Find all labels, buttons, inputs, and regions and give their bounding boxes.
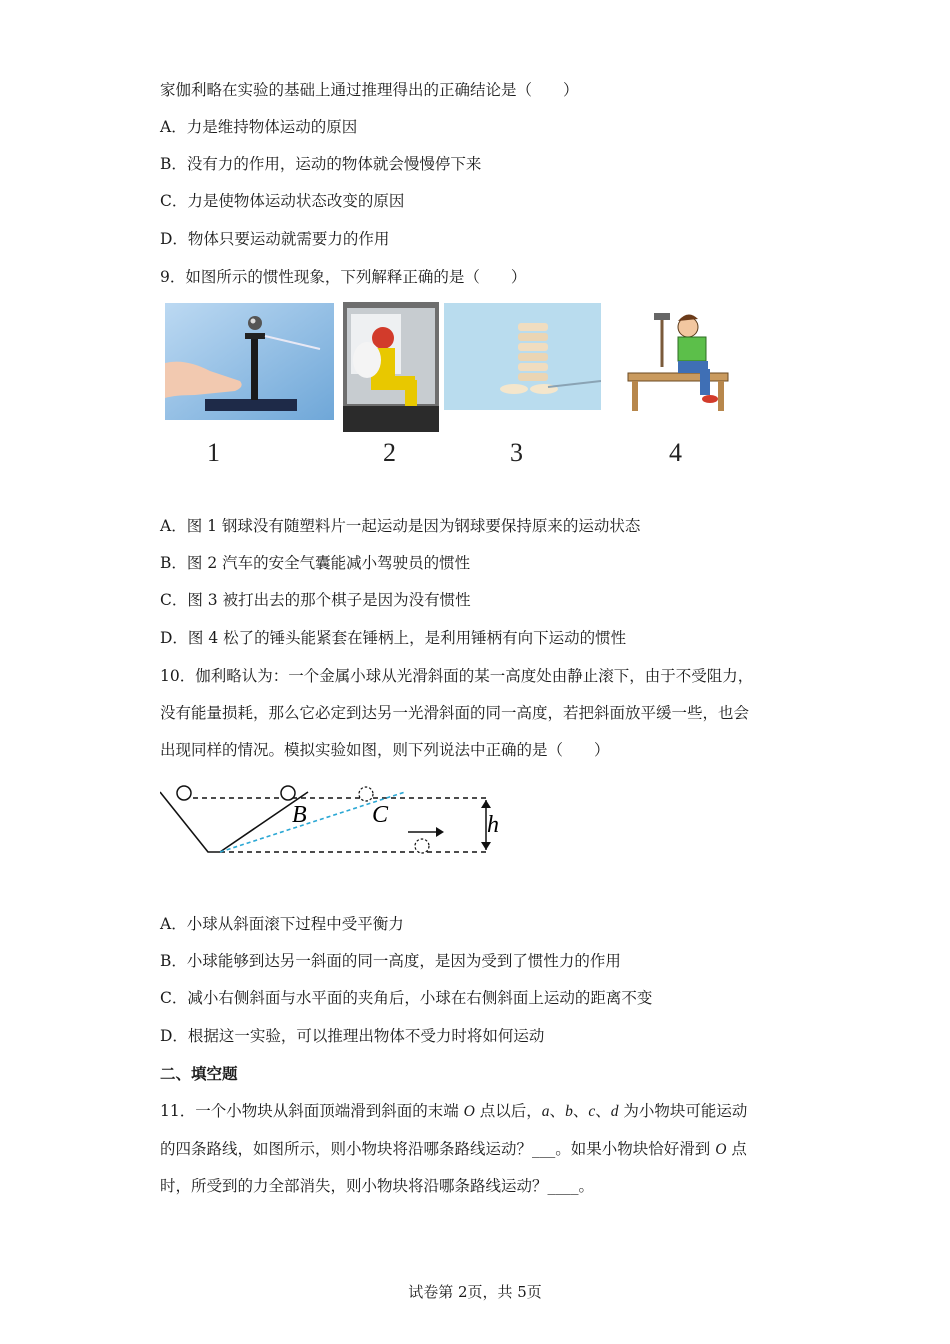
q10-stem-line-1: 10．伽利略认为：一个金属小球从光滑斜面的某一高度处由静止滚下，由于不受阻力， xyxy=(160,667,754,685)
q9-figure-2-airbag-car xyxy=(343,302,439,432)
q8-option-d: D．物体只要运动就需要力的作用 xyxy=(160,230,390,248)
q10-label-h: h xyxy=(487,812,499,838)
q9-stem: 9．如图所示的惯性现象，下列解释正确的是（ ） xyxy=(160,268,527,286)
q9-figure-3-checker-stack xyxy=(444,303,601,410)
q9-option-b: B．图 2 汽车的安全气囊能减小驾驶员的惯性 xyxy=(160,554,471,572)
q8-stem-end: 家伽利略在实验的基础上通过推理得出的正确结论是（ ） xyxy=(160,81,579,99)
q10-option-d: D．根据这一实验，可以推理出物体不受力时将如何运动 xyxy=(160,1027,545,1045)
q11-line-1: 11．一个小物块从斜面顶端滑到斜面的末端 O 点以后，a、b、c、d 为小物块可能运动 xyxy=(160,1102,748,1120)
q10-incline-diagram xyxy=(160,780,510,860)
q9-option-a: A．图 1 钢球没有随塑料片一起运动是因为钢球要保持原来的运动状态 xyxy=(160,517,641,535)
q9-figure-3-label: 3 xyxy=(510,438,523,467)
q11-line-2: 的四条路线，如图所示，则小物块将沿哪条路线运动？___。如果小物块恰好滑到 O 点 xyxy=(160,1140,747,1158)
q8-option-b: B．没有力的作用，运动的物体就会慢慢停下来 xyxy=(160,155,482,173)
q10-option-b: B．小球能够到达另一斜面的同一高度，是因为受到了惯性力的作用 xyxy=(160,952,621,970)
q10-label-b: B xyxy=(292,802,307,828)
q10-stem-line-2: 没有能量损耗，那么它必定到达另一光滑斜面的同一高度，若把斜面放平缓一些，也会 xyxy=(160,704,750,722)
q10-label-c: C xyxy=(372,802,389,828)
q11-blank-2[interactable]: ____ xyxy=(547,1177,579,1195)
section-title-fill-blank: 二、填空题 xyxy=(160,1064,238,1083)
q11-blank-1[interactable]: ___ xyxy=(532,1140,556,1158)
q8-option-c: C．力是使物体运动状态改变的原因 xyxy=(160,192,405,210)
q9-figure-2-label: 2 xyxy=(383,438,396,467)
q9-figure-1-label: 1 xyxy=(207,438,220,467)
q9-figure-4-label: 4 xyxy=(669,438,682,467)
q10-option-c: C．减小右侧斜面与水平面的夹角后，小球在右侧斜面上运动的距离不变 xyxy=(160,989,653,1007)
q9-figure-4-hammer-man xyxy=(622,305,737,413)
q11-line-3: 时，所受到的力全部消失，则小物块将沿哪条路线运动？____。 xyxy=(160,1177,595,1195)
q9-option-c: C．图 3 被打出去的那个棋子是因为没有惯性 xyxy=(160,591,471,609)
q9-figure-1-ball-stand xyxy=(165,303,334,420)
q9-option-d: D．图 4 松了的锤头能紧套在锤柄上，是利用锤柄有向下运动的惯性 xyxy=(160,629,627,647)
page-footer: 试卷第 2页，共 5页 xyxy=(408,1283,542,1301)
q10-option-a: A．小球从斜面滚下过程中受平衡力 xyxy=(160,915,404,933)
q10-stem-line-3: 出现同样的情况。模拟实验如图，则下列说法中正确的是（ ） xyxy=(160,741,610,759)
q8-option-a: A．力是维持物体运动的原因 xyxy=(160,118,358,136)
